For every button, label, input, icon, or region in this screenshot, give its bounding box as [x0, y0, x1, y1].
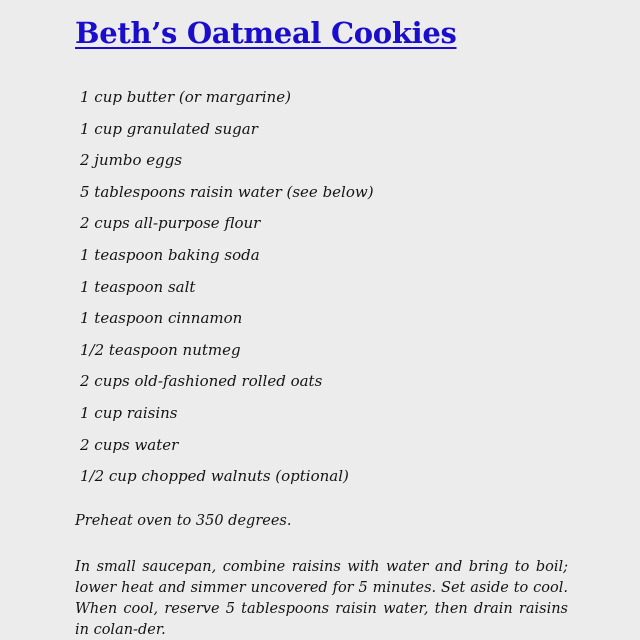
ingredient-list — [80, 86, 374, 497]
ingredient-item: 1 cup granulated sugar — [80, 119, 258, 138]
step-preheat: Preheat oven to 350 degrees. — [75, 513, 292, 529]
ingredient-item: 1/2 cup chopped walnuts (optional) — [80, 467, 349, 486]
ingredient-item: 1 cup raisins — [80, 403, 178, 422]
step-raisins: In small saucepan, combine raisins with water and bring to boil; lower heat and simmer uncovered for 5 minutes. Set aside to cool. When cool, reserve 5 tablespoons raisin water, then drain raisins in colan-der. — [75, 559, 568, 638]
ingredient-item: 5 tablespoons raisin water (see below) — [80, 182, 374, 201]
ingredient-item: 2 cups water — [80, 435, 179, 454]
recipe-title-link[interactable]: Beth’s Oatmeal Cookies — [75, 16, 457, 50]
ingredient-item: 2 cups all-purpose flour — [80, 214, 261, 233]
ingredient-item: 2 jumbo eggs — [80, 151, 183, 170]
ingredient-item: 1/2 teaspoon nutmeg — [80, 340, 241, 359]
ingredient-item: 2 cups old-fashioned rolled oats — [80, 372, 323, 391]
ingredient-item: 1 cup butter (or margarine) — [80, 88, 291, 106]
ingredient-item: 1 teaspoon baking soda — [80, 245, 260, 264]
ingredient-item: 1 teaspoon cinnamon — [80, 309, 243, 328]
ingredient-item: 1 teaspoon salt — [80, 277, 196, 296]
